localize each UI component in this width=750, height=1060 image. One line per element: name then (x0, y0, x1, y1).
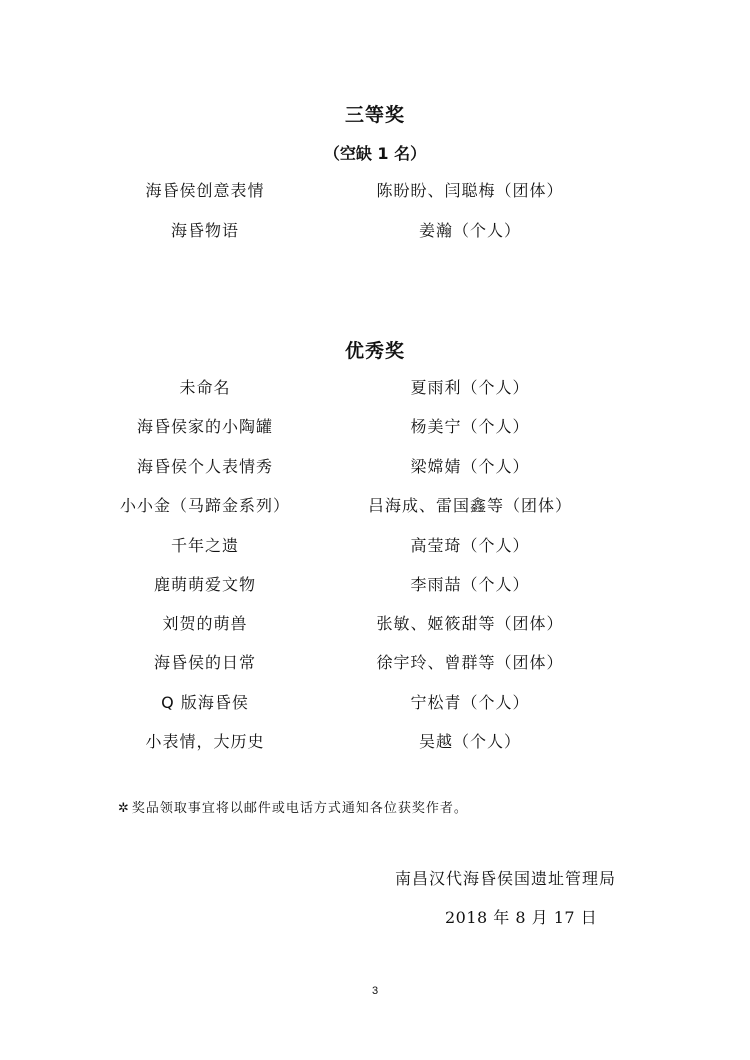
table-row (0, 533, 750, 559)
work-title: 小表情，大历史 (145, 732, 265, 751)
table-row (0, 218, 750, 244)
table-row (0, 690, 750, 716)
table-row (0, 650, 750, 676)
asterisk-icon: ✲ (118, 801, 130, 816)
winner-name: 吕海成、雷国鑫等（团体） (367, 496, 572, 515)
work-title: 未命名 (179, 378, 231, 397)
issuing-organization: 南昌汉代海昏侯国遗址管理局 (395, 869, 617, 888)
winner-name: 夏雨利（个人） (410, 378, 530, 397)
winner-name: 高莹琦（个人） (410, 536, 530, 555)
work-title: 千年之遗 (170, 536, 239, 555)
work-title: 海昏侯的日常 (153, 653, 256, 672)
winner-name: 宁松青（个人） (410, 693, 530, 712)
winner-name: 张敏、姬筱甜等（团体） (376, 614, 564, 633)
table-row (0, 611, 750, 637)
issue-date: 2018 年 8 月 17 日 (445, 908, 598, 927)
excellence-prize-heading: 优秀奖 (344, 340, 405, 362)
work-title: 海昏侯个人表情秀 (136, 457, 273, 476)
page-number: 3 (371, 985, 379, 997)
winner-name: 吴越（个人） (418, 732, 521, 751)
winner-name: 杨美宁（个人） (410, 417, 530, 436)
work-title: 海昏物语 (170, 221, 239, 240)
work-title: 鹿萌萌爱文物 (153, 575, 256, 594)
winner-name: 姜瀚（个人） (418, 221, 521, 240)
table-row (0, 375, 750, 401)
table-row (0, 493, 750, 519)
table-row (0, 572, 750, 598)
note-text: 奖品领取事宜将以邮件或电话方式通知各位获奖作者。 (131, 801, 468, 816)
work-title: Q 版海昏侯 (161, 693, 249, 712)
winner-name: 梁嫦婧（个人） (410, 457, 530, 476)
work-title: 小小金（马蹄金系列） (119, 496, 290, 515)
winner-name: 徐宇玲、曾群等（团体） (376, 653, 564, 672)
winner-name: 陈盼盼、闫聪梅（团体） (376, 181, 564, 200)
third-prize-heading: 三等奖 (344, 104, 405, 126)
work-title: 刘贺的萌兽 (162, 614, 248, 633)
work-title: 海昏侯家的小陶罐 (136, 417, 273, 436)
third-prize-vacancy: （空缺 1 名） (323, 144, 427, 163)
table-row (0, 178, 750, 204)
table-row (0, 454, 750, 480)
work-title: 海昏侯创意表情 (145, 181, 265, 200)
winner-name: 李雨喆（个人） (410, 575, 530, 594)
prize-collection-note (118, 797, 468, 816)
table-row (0, 729, 750, 755)
table-row (0, 414, 750, 440)
